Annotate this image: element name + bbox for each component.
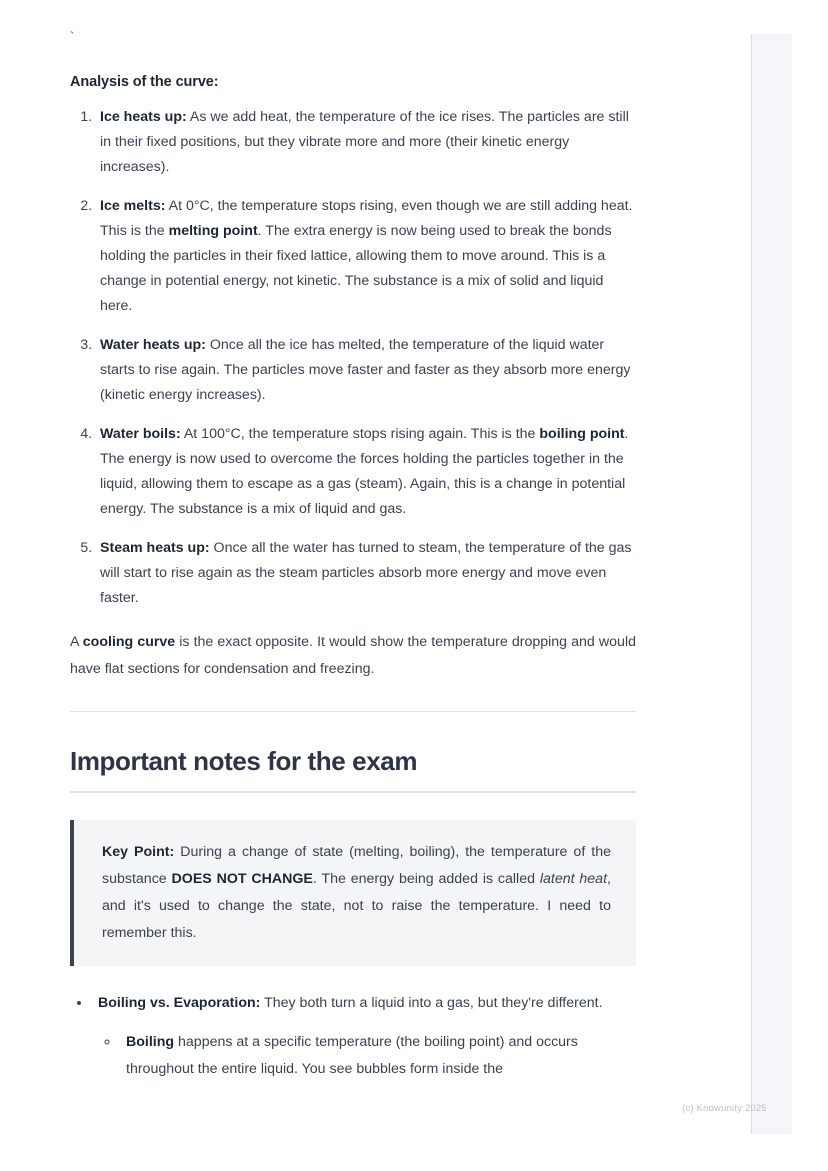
step-text: Once all the water has turned to steam, the temperature of the gas will start to rise again as the steam particles absorb more energy and move even faster.: [100, 540, 632, 606]
step-emphasis: boiling point: [539, 426, 625, 442]
bullet-text: They both turn a liquid into a gas, but they're different.: [260, 995, 603, 1011]
step-label: Steam heats up:: [100, 540, 210, 556]
key-point-part3: , and it's used to change the state, not to raise the temperature. I need to remember this.: [102, 871, 611, 941]
analysis-heading: Analysis of the curve:: [70, 74, 219, 90]
step-text-after: . The extra energy is now being used to break the bonds holding the particles in their fixed lattice, allowing them to move around. This is a change in potential energy, not kinetic. The substance is a mix of solid and liquid here.: [100, 223, 612, 314]
cooling-curve-paragraph: [70, 629, 636, 683]
step-label: Water heats up:: [100, 337, 206, 353]
page-side-panel: [752, 34, 792, 1134]
bullet-label: Boiling vs. Evaporation:: [98, 995, 261, 1011]
step-label: Ice melts:: [100, 198, 166, 214]
step-text-after: . The energy is now used to overcome the forces holding the particles together in the liquid, allowing them to escape as a gas (steam). Again, this is a change in potential energy. The substance is a mix of liquid and gas.: [100, 426, 629, 517]
list-item: [96, 332, 636, 408]
cooling-emphasis: cooling curve: [82, 634, 176, 650]
analysis-steps-list: [70, 104, 636, 611]
key-point-callout: [70, 820, 636, 966]
step-label: Water boils:: [100, 426, 181, 442]
stray-backtick: `: [70, 29, 75, 44]
list-item: [96, 421, 636, 522]
key-point-text: [102, 839, 611, 947]
list-item: [92, 990, 636, 1083]
list-item: [96, 104, 636, 180]
cooling-before: A: [70, 634, 83, 650]
cooling-after: is the exact opposite. It would show the temperature dropping and would have flat sections for condensation and freezing.: [70, 634, 636, 677]
step-text-before: At 100°C, the temperature stops rising again. This is the: [180, 426, 540, 442]
list-item: [120, 1029, 636, 1083]
step-label: Ice heats up:: [100, 109, 187, 125]
key-point-part1: During a change of state (melting, boiling), the temperature of the substance: [102, 844, 612, 887]
exam-notes-heading: Important notes for the exam: [70, 746, 418, 776]
exam-bullet-list: [70, 990, 636, 1083]
step-text: Once all the ice has melted, the temperature of the liquid water starts to rise again. The particles move faster and faster as they absorb more energy (kinetic energy increases).: [100, 337, 631, 403]
list-item: [96, 535, 636, 611]
sub-bullet-label: Boiling: [126, 1034, 175, 1050]
key-point-part2: . The energy being added is called: [312, 871, 540, 887]
step-emphasis: melting point: [168, 223, 258, 239]
key-point-italic: latent heat: [539, 871, 608, 887]
list-item: [96, 193, 636, 319]
step-text-before: At 0°C, the temperature stops rising, even though we are still adding heat. This is the: [100, 198, 633, 239]
step-text: As we add heat, the temperature of the ice rises. The particles are still in their fixed positions, but they vibrate more and more (their kinetic energy increases).: [100, 109, 629, 175]
exam-sub-bullet-list: [98, 1029, 636, 1083]
key-point-emphasis: DOES NOT CHANGE: [171, 871, 313, 887]
watermark: (c) Knowunity 2025: [682, 1103, 767, 1114]
document-content: [70, 30, 636, 1083]
section-divider: [70, 711, 636, 712]
key-point-label: Key Point:: [102, 844, 175, 860]
heading-underline: [70, 791, 636, 793]
sub-bullet-text: happens at a specific temperature (the boiling point) and occurs throughout the entire liquid. You see bubbles form inside the: [126, 1034, 578, 1077]
